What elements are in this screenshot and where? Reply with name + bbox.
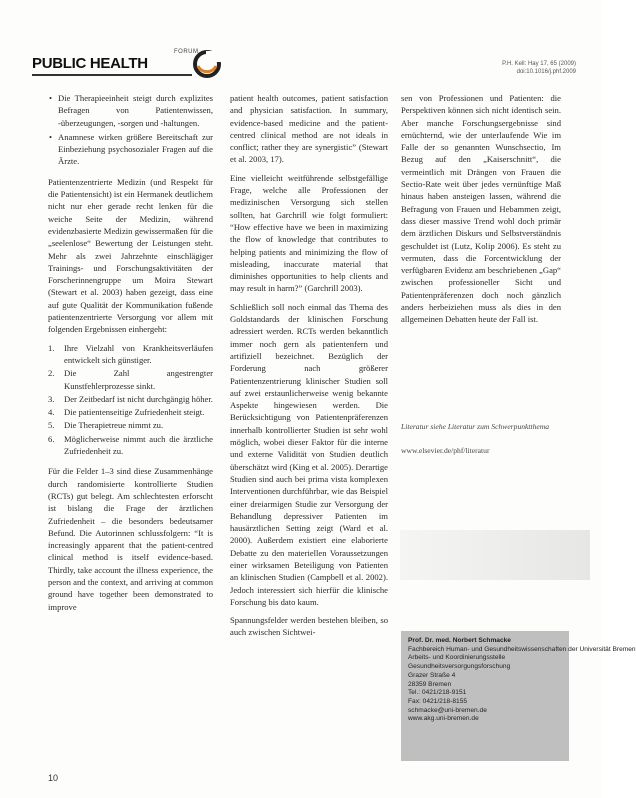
item-text: Die Therapietreue nimmt zu. — [64, 420, 164, 431]
literature-url: www.elsevier.de/phf/literatur — [401, 446, 490, 455]
item-text: Die patientenseitige Zufriedenheit steigt. — [64, 407, 205, 418]
body-paragraph: Schließlich soll noch einmal das Thema des Goldstandards der klinischen Forschung adressiert werden. RCTs werden bekanntlich immer noch gern als patientenfern und artifiziell bezeichnet. Bezüglich der Forderung nach größerer Patientenzentrierung klinischer Studien soll auf zwei erstaunlicherweise wenig bekannte Aspekte hingewiesen werden. Die Berücksichtigung von Patientenpräferenzen innerhalb kontrollierter Studien ist sehr wohl möglich, wobei dieser Faktor für die interne und externe Validität von Studien deutlich überschätzt wird (King et al. 2005). Derartige Studien sind auch bei prima vista komplexen Interventionen durchführbar, wie das Beispiel einer dreiarmigen Studie zur Versorgung der Behandlung depressiver Patienten im hausärztlichen Setting zeigt (Ward et al. 2000). Außerdem existiert eine elaborierte Debatte zu den materiellen Voraussetzungen einer wirksamen Beteiligung von Patienten an klinischen Studien (Campbell et al. 2002). Jedoch interessiert sich hierfür die klinische Forschung bis dato kaum. — [230, 301, 388, 607]
numbered-item — [48, 433, 213, 458]
item-number: 5. — [48, 420, 55, 431]
literature-note: Literatur siehe Literatur zum Schwerpunktthema — [401, 422, 550, 431]
logo-mark-icon — [192, 49, 222, 79]
numbered-item — [48, 342, 213, 367]
body-paragraph: patient health outcomes, patient satisfaction and physician satisfaction. In summary, evidence-based medicine and the patient-centred clinical method are not ideals in conflict; rather they are synergistic” (Stewart et al. 2003, 17). — [230, 93, 388, 165]
contact-line: Arbeits- und Koordinierungsstelle — [408, 654, 506, 662]
item-text: Möglicherweise nimmt auch die ärztliche Zufriedenheit zu. — [64, 433, 213, 457]
contact-line: Fax: 0421/218-8155 — [408, 697, 468, 705]
item-number: 2. — [48, 368, 55, 379]
bullet-icon: • — [49, 93, 53, 103]
body-paragraph: sen von Professionen und Patienten: die Perspektiven können sich nicht identisch sein. Aber manche Forschungsergebnisse sind ernüchternd, wie der unterlaufende Wie im Falle der so genannten Wunschsectio, Im Bezug auf den „Kaiserschnitt“, die vermeintlich mit Drängen von Frauen die Sectio-Rate weit über jedes vernünftige Maß hinaus haben ansteigen lassen, während die Befragung von Frauen und Hebammen zeigt, dass dieser massive Trend wohl doch primär dem ärztlichen Diskurs und Selbstverständnis geschuldet ist (Lutz, Kolip 2006). Es steht zu vermuten, dass die Forcentwicklung der verfügbaren Evidenz am beschriebenen „Gap“ zwischen professioneller Sicht und Patientenpräferenzen doch noch gänzlich anders herbeiziehen muss als dies in den allgemeinen Debatten heute der Fall ist. — [401, 93, 561, 325]
contact-line: Tel.: 0421/218-9151 — [408, 689, 467, 697]
contact-website: www.akg.uni-bremen.de — [408, 715, 479, 723]
bullet-icon: • — [49, 131, 53, 142]
numbered-item — [48, 393, 213, 405]
journal-reference-line-2: doi:10.1016/j.phf.2009 — [516, 69, 576, 75]
body-paragraph: Für die Felder 1–3 sind diese Zusammenhänge durch randomisierte kontrollierte Studien (RCTs) gut belegt. Am schlechtesten erforscht ist bislang die Frage der ärztlichen Zufriedenheit – die besonders bedeutsamer Befund. Die Autorinnen schlussfolgern: “It is increasingly apparent that the patient-centred clinical method is itself evidence-based. Thirdly, take account the illness experience, the person and the context, and arriving at common ground have together been demonstrated to improve — [48, 466, 213, 612]
text-column-2 — [230, 92, 388, 645]
page-number: 10 — [48, 773, 59, 783]
logo-rule — [32, 74, 192, 76]
author-contact-box — [401, 631, 636, 761]
text-column-3 — [401, 92, 561, 332]
contact-line: Fachbereich Human- und Gesundheitswissenschaften der Universität Bremen — [408, 645, 636, 653]
logo-brand-text: PUBLIC HEALTH — [32, 55, 148, 72]
contact-email: schmacke@uni-bremen.de — [408, 706, 487, 714]
item-text: Die Zahl angestrengter Kunstfehlerprozesse sinkt. — [64, 368, 213, 391]
item-number: 6. — [48, 433, 55, 444]
bullet-item — [48, 131, 213, 168]
item-number: 4. — [48, 407, 55, 418]
contact-line: Gesundheitsversorgungsforschung — [408, 663, 511, 671]
journal-logo — [32, 49, 199, 72]
item-text: Ihre Vielzahl von Krankheitsverläufen entwickelt sich günstiger. — [64, 342, 213, 365]
journal-reference — [456, 60, 576, 76]
logo-forum-label: FORUM — [174, 49, 199, 55]
contact-line: 28359 Bremen — [408, 680, 452, 688]
numbered-item — [48, 419, 213, 431]
journal-reference-line-1: P.H. Kell: Hay 17, 65 (2009) — [502, 61, 576, 67]
scan-shadow — [400, 530, 590, 580]
numbered-list — [48, 342, 213, 458]
numbered-item — [48, 367, 213, 392]
contact-line: Grazer Straße 4 — [408, 671, 456, 679]
body-paragraph: Spannungsfelder werden bestehen bleiben, so auch zwischen Sichtwei- — [230, 615, 388, 638]
body-paragraph: Patientenzentrierte Medizin (und Respekt für die Patientensicht) ist ein Hermanek deutlichem nicht nur eher gerade recht lenken für die weiche Seite der Medizin, während evidenzbasierte Medizin gewissermaßen für die „seelenlose“ Bewertung der Leistungen steht. Mehr als zwei Jahrzehnte einschlägiger Trainings- und Forschungsaktivitäten der Forscherinnengruppe um Moira Stewart (Stewart et al. 2003) haben gezeigt, dass eine auf gute Qualität der Kommunikation fußende patientenzentrierte Versorgung vor allem mit folgenden Ergebnissen einhergeht: — [48, 176, 213, 335]
bullet-text: Anamnese wirken größere Bereitschaft zur Einbeziehung psychosozialer Fragen auf die Ärzte. — [58, 131, 213, 167]
text-column-1 — [48, 92, 213, 619]
contact-line: Prof. Dr. med. Norbert Schmacke — [408, 637, 511, 644]
bullet-item — [48, 92, 213, 129]
bullet-list — [48, 92, 213, 168]
numbered-item — [48, 406, 213, 418]
item-number: 3. — [48, 393, 55, 404]
item-number: 1. — [48, 342, 55, 353]
bullet-text: Die Therapieeinheit steigt durch explizites Befragen von Patientenwissen, -überzeugungen, -sorgen und -haltungen. — [58, 93, 213, 128]
body-paragraph: Eine vielleicht weitführende selbstgefällige Frage, welche alle Professionen der medizinischen Versorgung sich stellen sollten, hat Garchrill wie folgt formuliert: “How effective have we been in maximizing the flow of knowledge that contributes to helping patients and minimizing the flow of misleading, inaccurate material that diminishes opportunities to help clients and may result in harm?” (Garchrill 2003). — [230, 172, 388, 294]
item-text: Der Zeitbedarf ist nicht durchgängig höher. — [64, 393, 213, 404]
